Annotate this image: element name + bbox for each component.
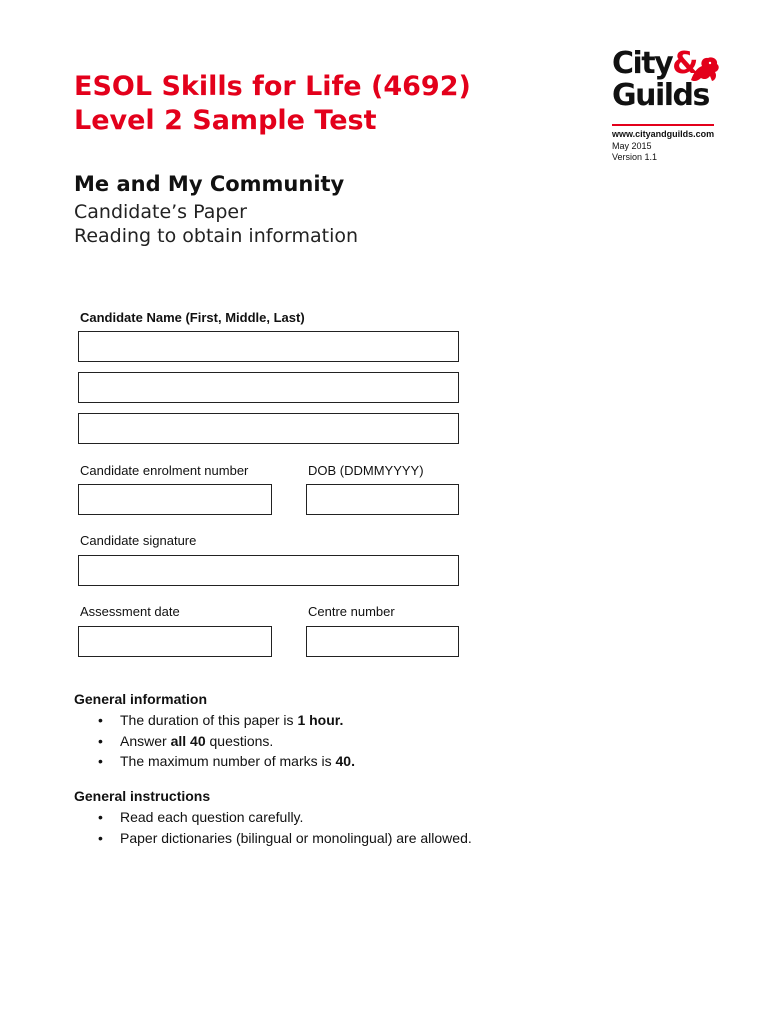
logo-divider [612, 124, 714, 126]
general-instructions-list [98, 807, 472, 848]
dob-label: DOB (DDMMYYYY) [308, 463, 424, 478]
candidate-first-name-field[interactable] [78, 331, 459, 362]
bullet-icon: • [98, 753, 103, 769]
signature-label: Candidate signature [80, 533, 197, 548]
document-title [74, 70, 471, 138]
enrolment-number-field[interactable] [78, 484, 272, 515]
document-version: Version 1.1 [612, 152, 658, 162]
paper-type: Candidate’s Paper [74, 201, 247, 223]
assessment-date-label: Assessment date [80, 604, 180, 619]
paper-subtitle: Me and My Community [74, 172, 345, 196]
assessment-date-field[interactable] [78, 626, 272, 657]
logo-city-text: City& [612, 46, 697, 81]
logo-wordmark [612, 46, 722, 162]
dob-field[interactable] [306, 484, 459, 515]
general-information-list [98, 710, 355, 772]
list-item: • The duration of this paper is 1 hour. [98, 710, 355, 731]
general-instructions-heading: General instructions [74, 788, 211, 804]
bullet-icon: • [98, 809, 103, 825]
website-url: www.cityandguilds.com [612, 129, 715, 139]
list-item: • Paper dictionaries (bilingual or monolingual) are allowed. [98, 828, 472, 849]
centre-number-label: Centre number [308, 604, 395, 619]
paper-skill: Reading to obtain information [74, 225, 359, 247]
bullet-icon: • [98, 829, 103, 846]
general-information-heading: General information [74, 691, 208, 707]
centre-number-field[interactable] [306, 626, 459, 657]
city-and-guilds-logo [612, 46, 722, 162]
candidate-name-label: Candidate Name (First, Middle, Last) [80, 310, 305, 325]
list-item: • Answer all 40 questions. [98, 731, 355, 752]
title-line-2: Level 2 Sample Test [74, 105, 377, 136]
logo-guilds-text: Guilds [612, 78, 709, 113]
candidate-last-name-field[interactable] [78, 413, 459, 444]
title-line-1: ESOL Skills for Life (4692) [74, 71, 471, 102]
bullet-icon: • [98, 732, 103, 749]
candidate-middle-name-field[interactable] [78, 372, 459, 403]
enrolment-number-label: Candidate enrolment number [80, 463, 249, 478]
document-date: May 2015 [612, 141, 652, 151]
list-item: • Read each question carefully. [98, 807, 472, 828]
document-meta [612, 141, 657, 163]
bullet-icon: • [98, 712, 103, 728]
signature-field[interactable] [78, 555, 459, 586]
list-item: • The maximum number of marks is 40. [98, 751, 355, 772]
